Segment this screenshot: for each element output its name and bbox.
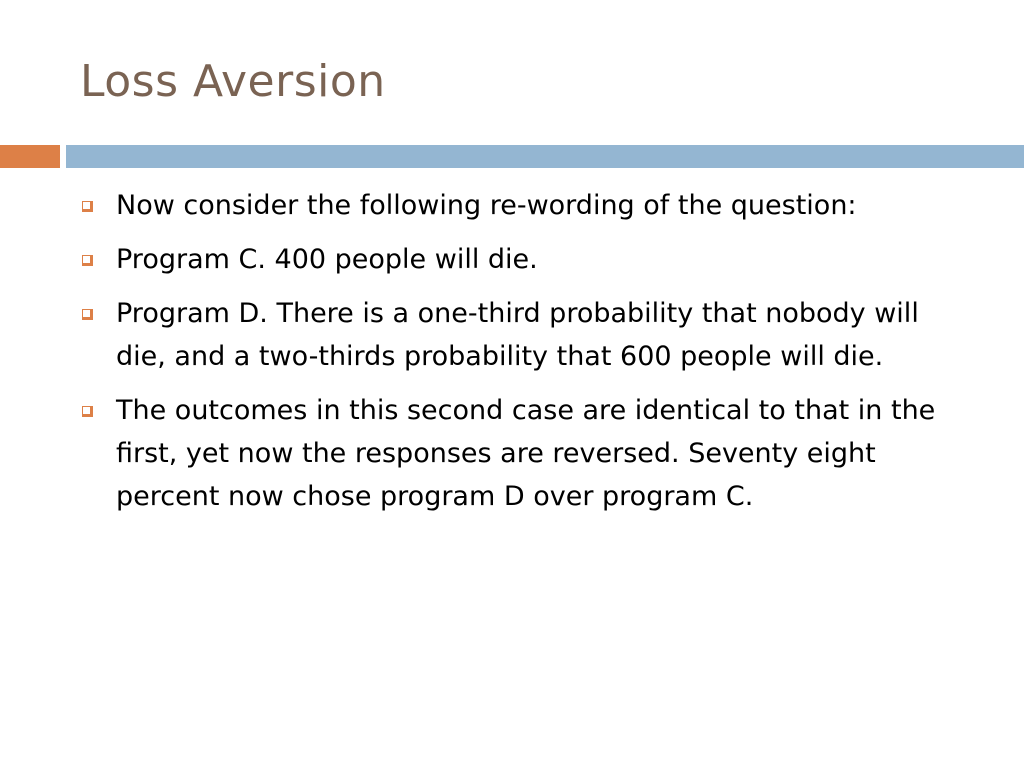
slide-title: Loss Aversion	[80, 56, 386, 107]
bullet-item	[80, 184, 960, 227]
bullet-list	[80, 184, 960, 529]
title-accent-bar	[0, 145, 60, 168]
square-bullet-icon	[82, 406, 93, 417]
square-bullet-icon	[82, 309, 93, 320]
bullet-text: Now consider the following re-wording of the question:	[116, 190, 857, 221]
bullet-text: The outcomes in this second case are identical to that in the first, yet now the responses are reversed. Seventy eight percent now chose program D over program C.	[116, 395, 936, 512]
square-bullet-icon	[82, 201, 93, 212]
bullet-item	[80, 389, 960, 518]
bullet-text: Program D. There is a one-third probability that nobody will die, and a two-thirds probability that 600 people will die.	[116, 298, 919, 372]
square-bullet-icon	[82, 255, 93, 266]
title-divider-bar	[66, 145, 1024, 168]
bullet-text: Program C. 400 people will die.	[116, 244, 538, 275]
bullet-item	[80, 238, 960, 281]
bullet-item	[80, 292, 960, 378]
